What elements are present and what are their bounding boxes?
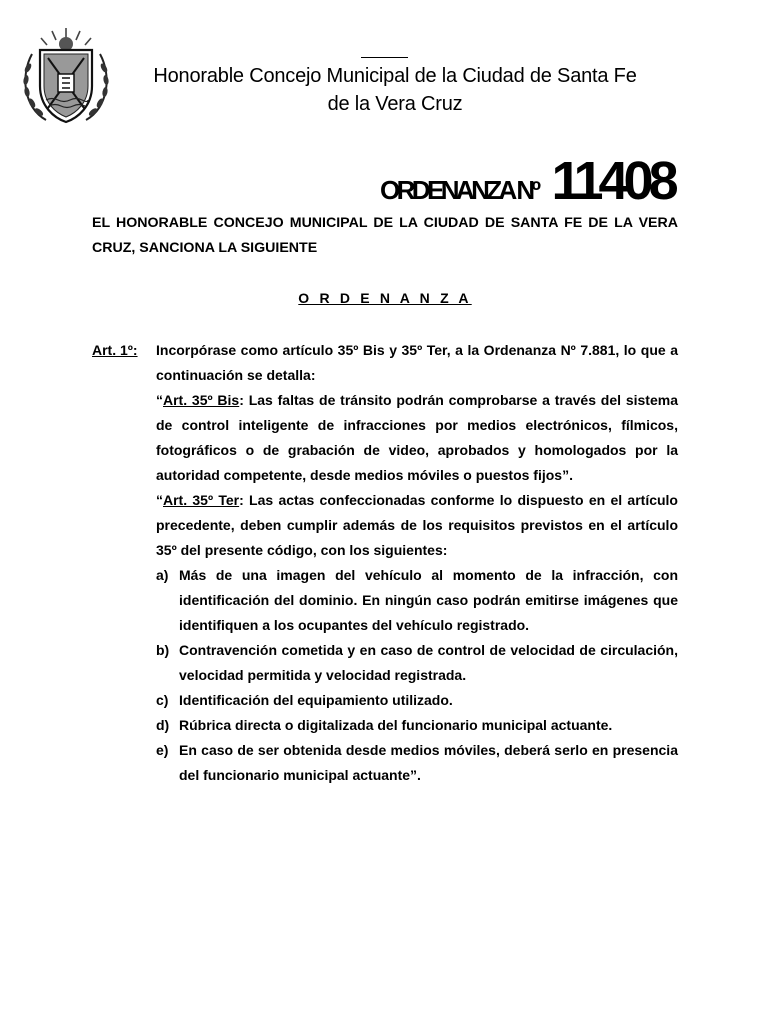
ordinance-label: ORDENANZA Nº: [380, 175, 538, 205]
list-item-marker: b): [156, 642, 170, 658]
list-item-text: Contravención cometida y en caso de control de velocidad de circulación, velocidad permitida y velocidad registrada.: [179, 642, 678, 683]
list-item-text: En caso de ser obtenida desde medios móviles, deberá serlo en presencia del funcionario municipal actuante”.: [179, 742, 678, 783]
council-name-line-1: Honorable Concejo Municipal de la Ciudad de Santa Fe: [153, 65, 637, 87]
article-35-ter: [156, 488, 678, 563]
ordenanza-heading-text: O R D E N A N Z A: [298, 290, 472, 306]
list-item: [156, 688, 678, 713]
preamble-text: EL HONORABLE CONCEJO MUNICIPAL DE LA CIUDAD DE SANTA FE DE LA VERA CRUZ, SANCIONA LA SIGUIENTE: [92, 215, 678, 256]
list-item-marker: e): [156, 742, 169, 758]
list-item-text: Más de una imagen del vehículo al momento de la infracción, con identificación del dominio. En ningún caso podrán emitirse imágenes que identifiquen a los ocupantes del vehículo registrado.: [179, 567, 678, 633]
council-name: [100, 62, 690, 118]
list-item: [156, 713, 678, 738]
list-item-marker: c): [156, 692, 169, 708]
article-35-bis-open-quote: “: [156, 392, 163, 408]
council-name-line-2: de la Vera Cruz: [327, 93, 463, 115]
header-rule: [361, 57, 408, 58]
list-item-text: Rúbrica directa o digitalizada del funcionario municipal actuante.: [179, 717, 613, 733]
article-1-text: Incorpórase como artículo 35º Bis y 35º Ter, a la Ordenanza Nº 7.881, lo que a continuación se detalla:: [156, 342, 678, 383]
list-item-marker: a): [156, 567, 169, 583]
list-item: [156, 563, 678, 638]
article-1-label: Art. 1º:: [92, 342, 138, 358]
list-item: [156, 638, 678, 688]
article-35-ter-open-quote: “: [156, 492, 163, 508]
article-35-ter-label: Art. 35º Ter: [163, 492, 240, 508]
requirements-list: [156, 563, 678, 788]
article-35-ter-text: : Las actas confeccionadas conforme lo dispuesto en el artículo precedente, deben cumplir además de los requisitos previstos en el artículo 35º del presente código, con los siguientes:: [156, 492, 678, 558]
article-35-bis: [156, 388, 678, 488]
article-1: [92, 338, 678, 788]
ordinance-number: 11408: [551, 151, 674, 211]
list-item-marker: d): [156, 717, 170, 733]
article-35-bis-text: : Las faltas de tránsito podrán comprobarse a través del sistema de control inteligente de infracciones por medios electrónicos, fílmicos, fotográficos o de grabación de video, aprobados y homologados por la autoridad competente, desde medios móviles o puestos fijos”.: [156, 392, 678, 483]
article-35-bis-label: Art. 35º Bis: [163, 392, 240, 408]
list-item: [156, 738, 678, 788]
ordenanza-heading: [92, 286, 678, 311]
list-item-text: Identificación del equipamiento utilizado.: [179, 692, 453, 708]
